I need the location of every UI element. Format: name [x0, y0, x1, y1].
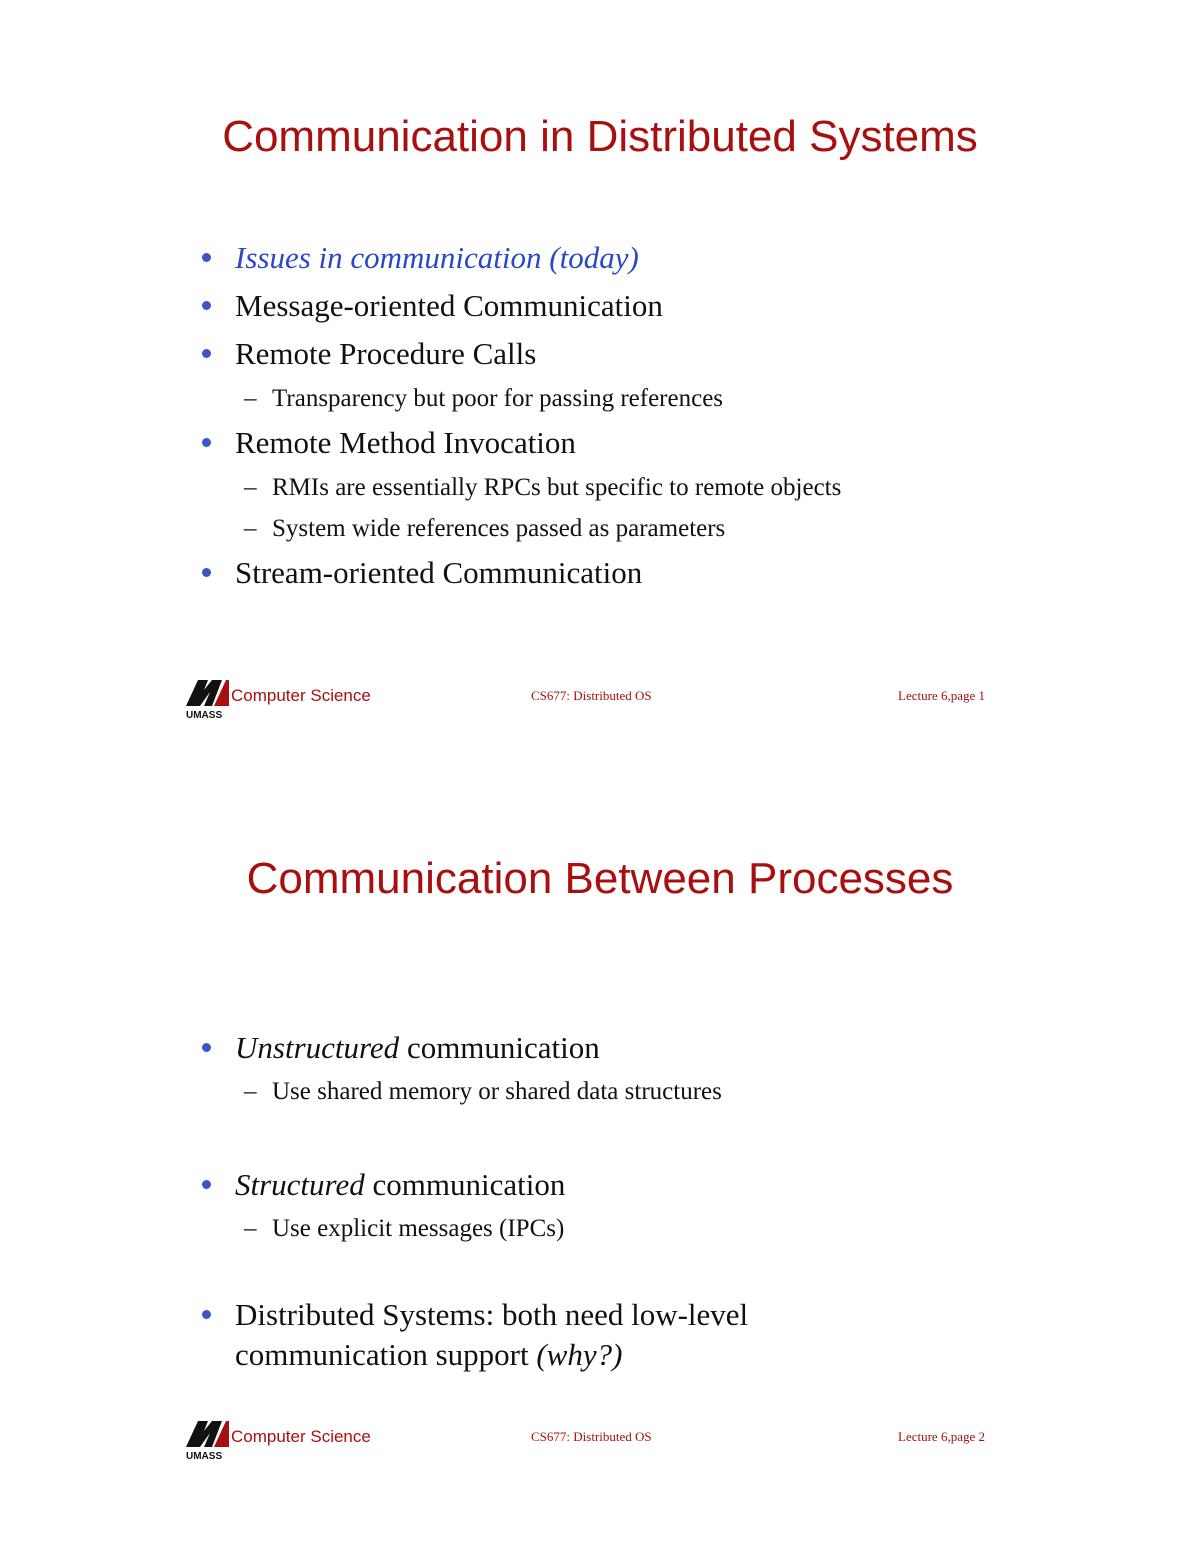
- bullet-dot-icon: [202, 568, 211, 577]
- bullet-dot-icon: [202, 438, 211, 447]
- footer-department: Computer Science: [231, 686, 371, 705]
- dash-icon: –: [244, 1078, 257, 1105]
- dash-icon: –: [244, 1215, 257, 1242]
- bullet-text: Issues in communication (today): [235, 240, 639, 275]
- sub-bullet-text: Use shared memory or shared data structures: [272, 1078, 722, 1105]
- bullet-text: Remote Method Invocation: [235, 425, 576, 460]
- footer-course: CS677: Distributed OS: [531, 688, 652, 703]
- bullet-text: communication: [399, 1030, 600, 1065]
- bullet-dot-icon: [202, 1043, 211, 1052]
- emphasis-text: Unstructured: [235, 1030, 400, 1065]
- bullet-dot-icon: [202, 1310, 211, 1319]
- sub-bullet-text: RMIs are essentially RPCs but specific to remote objects: [272, 474, 842, 501]
- umass-logo-icon: [184, 1415, 230, 1461]
- slide-title: Communication in Distributed Systems: [222, 112, 978, 161]
- svg-text:UMASS: UMASS: [186, 1451, 223, 1461]
- bullet-dot-icon: [202, 349, 211, 358]
- slide-2: [0, 760, 1200, 1500]
- bullet-text: Distributed Systems: both need low-level: [235, 1297, 749, 1332]
- slide-title: Communication Between Processes: [246, 854, 954, 903]
- bullet-text: communication support: [235, 1337, 537, 1372]
- bullet-text: communication: [364, 1167, 566, 1202]
- umass-logo-icon: [184, 674, 230, 720]
- dash-icon: –: [244, 385, 257, 412]
- dash-icon: –: [244, 474, 257, 501]
- bullet-dot-icon: [202, 301, 211, 310]
- bullet-dot-icon: [202, 1180, 211, 1189]
- emphasis-text: Structured: [235, 1167, 365, 1202]
- svg-text:UMASS: UMASS: [186, 710, 223, 720]
- sub-bullet-text: Use explicit messages (IPCs): [272, 1215, 565, 1242]
- bullet-text: Stream-oriented Communication: [235, 555, 643, 590]
- sub-bullet-text: System wide references passed as parameters: [272, 515, 726, 542]
- slide-1: [0, 0, 1200, 740]
- footer-department: Computer Science: [231, 1427, 371, 1446]
- footer-page: Lecture 6,page 2: [898, 1429, 985, 1444]
- sub-bullet-text: Transparency but poor for passing references: [272, 385, 724, 412]
- bullet-dot-icon: [202, 253, 211, 262]
- emphasis-text: (why?): [536, 1337, 623, 1372]
- slide-footer: [0, 1415, 1200, 1465]
- bullet-text: Message-oriented Communication: [235, 288, 663, 323]
- slide-footer: [0, 674, 1200, 724]
- bullet-text: Remote Procedure Calls: [235, 336, 537, 371]
- footer-course: CS677: Distributed OS: [531, 1429, 652, 1444]
- dash-icon: –: [244, 515, 257, 542]
- footer-page: Lecture 6,page 1: [898, 688, 985, 703]
